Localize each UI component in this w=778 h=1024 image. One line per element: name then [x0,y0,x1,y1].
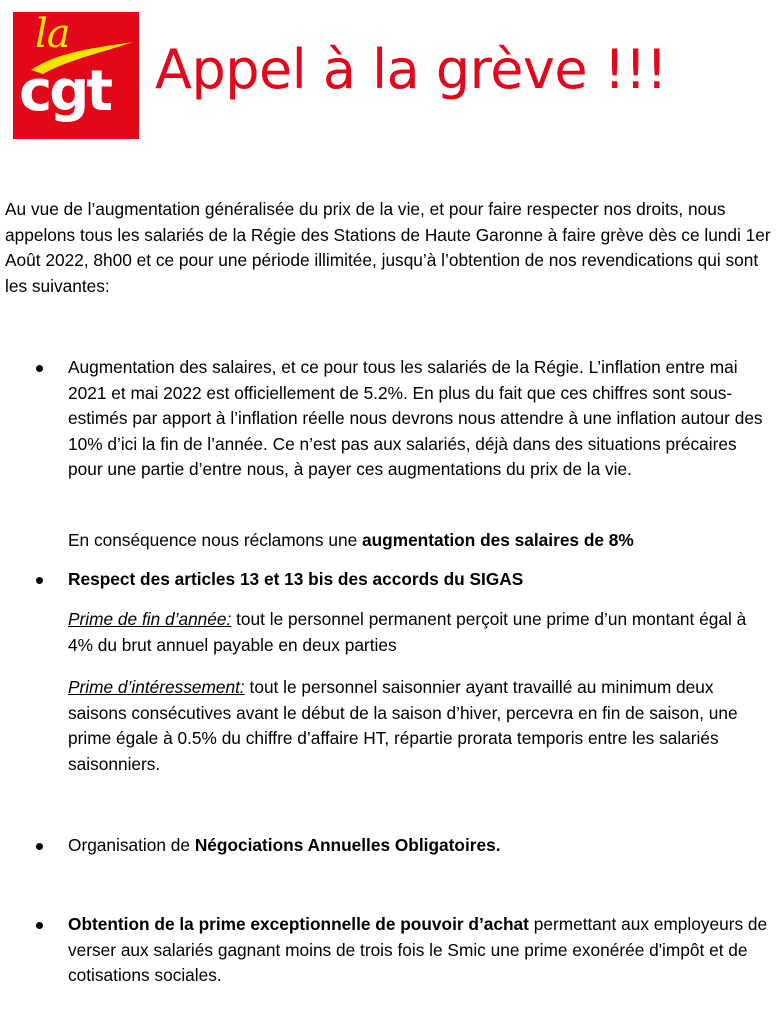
prime-int-text: tout le personnel saisonnier ayant travaillé au minimum deux saisons consécutives avant le début de la saison d’hiver, percevra en fin de saison, une prime égale à 0.5% du chiffre d’affaire HT, répartie prorata temporis entre les salariés saisonniers. [68,677,738,774]
salary-paragraph: Augmentation des salaires, et ce pour tous les salariés de la Régie. L’inflation entre mai 2021 et mai 2022 est officiellement de 5.2%. En plus du fait que ces chiffres sont sous-estimés par apport à l’inflation réelle nous devrons nous attendre à une inflation autour des 10% d’ici la fin de l’année. Ce n’est pas aux salariés, déjà dans des situations précaires pour une partie d’entre nous, à payer ces augmentations du prix de la vie. [68,357,763,479]
prime-text: permettant aux employeurs de verser aux salariés gagnant moins de trois fois le Smic une prime exonérée d'impôt et de cotisations sociales. [68,914,768,985]
logo-la: la [35,11,70,57]
intro-paragraph: Au vue de l’augmentation généralisée du prix de la vie, et pour faire respecter nos droits, nous appelons tous les salariés de la Régie des Stations de Haute Garonne à faire grève dès ce lundi 1er Août 2022, 8h00 et ce pour une période illimitée, jusqu’à l’obtention de nos revendications qui sont les suivantes: [5,199,771,296]
bullet-icon [36,922,43,929]
prime-fin-text: tout le personnel permanent perçoit une prime d’un montant égal à 4% du brut annuel payable en deux parties [68,609,747,655]
nao-paragraph [68,833,768,859]
prime-bold: Obtention de la prime exceptionnelle de pouvoir d’achat [68,914,529,934]
prime-fin-label: Prime de fin d’année: [68,609,232,629]
bullet-icon [36,365,43,372]
prime-interessement [68,675,768,777]
consequence-bold: augmentation des salaires de 8% [361,530,634,550]
bullet-icon [36,843,43,850]
nao-prefix: Organisation de [68,835,195,855]
sigas-heading-text: Respect des articles 13 et 13 bis des accords du SIGAS [68,569,524,589]
cgt-logo [13,12,139,139]
prime-fin-annee [68,607,768,658]
nao-bold: Négociations Annuelles Obligatoires. [194,835,501,855]
bullet-icon [36,577,43,584]
prime-paragraph [68,912,768,989]
salary-consequence [68,528,768,554]
logo-cgt: cgt [19,59,111,124]
sigas-heading [68,567,768,593]
prime-int-label: Prime d’intéressement: [68,677,245,697]
consequence-prefix: En conséquence nous réclamons une [68,530,362,550]
page-title: Appel à la grève !!! [155,38,668,101]
